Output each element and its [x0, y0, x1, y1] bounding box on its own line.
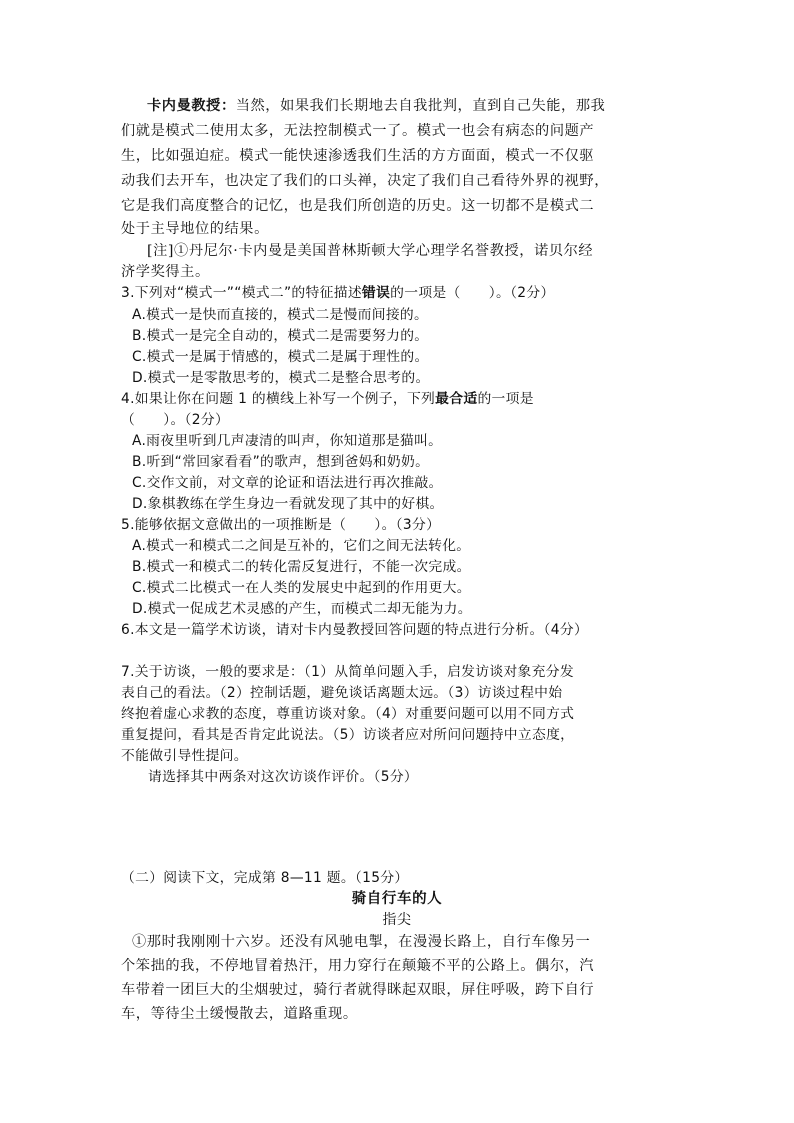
q6-stem: 6.本文是一篇学术访谈，请对卡内曼教授回答问题的特点进行分析。（4分）	[121, 622, 589, 638]
q3-option-b: B.模式一是完全自动的，模式二是需要努力的。	[132, 328, 429, 344]
q4-stem: 4.如果让你在问题 1 的横线上补写一个例子，下列最合适的一项是	[121, 391, 534, 407]
q4-option-b: B.听到“常回家看看”的歌声，想到爸妈和奶奶。	[132, 454, 430, 470]
q4-option-c: C.交作文前，对文章的论证和语法进行再次推敲。	[132, 475, 443, 491]
story-title: 骑自行车的人	[351, 891, 443, 907]
q3-option-c: C.模式一是属于情感的，模式二是属于理性的。	[132, 349, 429, 365]
q3-option-a: A.模式一是快而直接的，模式二是慢而间接的。	[132, 307, 429, 323]
note-line-1: [注]①丹尼尔·卡内曼是美国普林斯顿大学心理学名誉教授，诺贝尔经	[147, 243, 594, 259]
q7-line-5: 不能做引导性提问。	[121, 748, 248, 764]
q4-option-d: D.象棋教练在学生身边一看就发现了其中的好棋。	[132, 496, 444, 512]
q5-option-a: A.模式一和模式二之间是互补的，它们之间无法转化。	[132, 538, 471, 554]
q7-ask: 请选择其中两条对这次访谈作评价。（5分）	[148, 769, 419, 785]
speaker-label: 卡内曼教授：	[147, 98, 236, 114]
interview-line-5: 它是我们高度整合的记忆，也是我们所创造的历史。这一切都不是模式二	[121, 198, 595, 214]
q4-stem-line-2: （ ）。（2分）	[121, 412, 230, 428]
interview-line-1: 卡内曼教授：当然，如果我们长期地去自我批判，直到自己失能，那我	[147, 98, 606, 114]
q7-line-2: 表自己的看法。（2）控制话题，避免谈话离题太远。（3）访谈过程中始	[121, 685, 563, 701]
section2-heading: （二）阅读下文，完成第 8—11 题。（15分）	[121, 870, 409, 886]
interview-line-6: 处于主导地位的结果。	[121, 221, 269, 237]
interview-line-3: 生，比如强迫症。模式一能快速渗透我们生活的方方面面，模式一不仅驱	[121, 148, 595, 164]
story-para-line-2: 个笨拙的我，不停地冒着热汗，用力穿行在颠簸不平的公路上。偶尔，汽	[121, 958, 595, 974]
q5-stem: 5.能够依据文意做出的一项推断是（ ）。（3分）	[121, 517, 441, 533]
note-line-2: 济学奖得主。	[121, 264, 210, 280]
q7-line-1: 7.关于访谈，一般的要求是：（1）从简单问题入手，启发访谈对象充分发	[121, 664, 574, 680]
interview-line-2: 们就是模式二使用太多，无法控制模式一了。模式一也会有病态的问题产	[121, 123, 595, 139]
q5-option-b: B.模式一和模式二的转化需反复进行，不能一次完成。	[132, 559, 471, 575]
interview-line-4: 动我们去开车，也决定了我们的口头禅，决定了我们自己看待外界的视野，	[121, 173, 609, 189]
q4-option-a: A.雨夜里听到几声凄清的叫声，你知道那是猫叫。	[132, 433, 443, 449]
q3-option-d: D.模式一是零散思考的，模式二是整合思考的。	[132, 370, 430, 386]
story-para-line-1: ①那时我刚刚十六岁。还没有风驰电掣，在漫漫长路上，自行车像另一	[132, 934, 591, 950]
q7-line-4: 重复提问，看其是否肯定此说法。（5）访谈者应对所问问题持中立态度，	[121, 727, 575, 743]
story-para-line-4: 车，等待尘土缓慢散去，道路重现。	[121, 1006, 358, 1022]
q5-option-c: C.模式二比模式一在人类的发展史中起到的作用更大。	[132, 580, 471, 596]
story-para-line-3: 车带着一团巨大的尘烟驶过，骑行者就得眯起双眼，屏住呼吸，跨下自行	[121, 982, 595, 998]
q7-line-3: 终抱着虚心求教的态度，尊重访谈对象。（4）对重要问题可以用不同方式	[121, 706, 575, 722]
q5-option-d: D.模式一促成艺术灵感的产生，而模式二却无能为力。	[132, 601, 472, 617]
story-author: 指尖	[382, 912, 412, 928]
q3-stem: 3.下列对“模式一”“模式二”的特征描述错误的一项是（ ）。（2分）	[121, 285, 555, 301]
